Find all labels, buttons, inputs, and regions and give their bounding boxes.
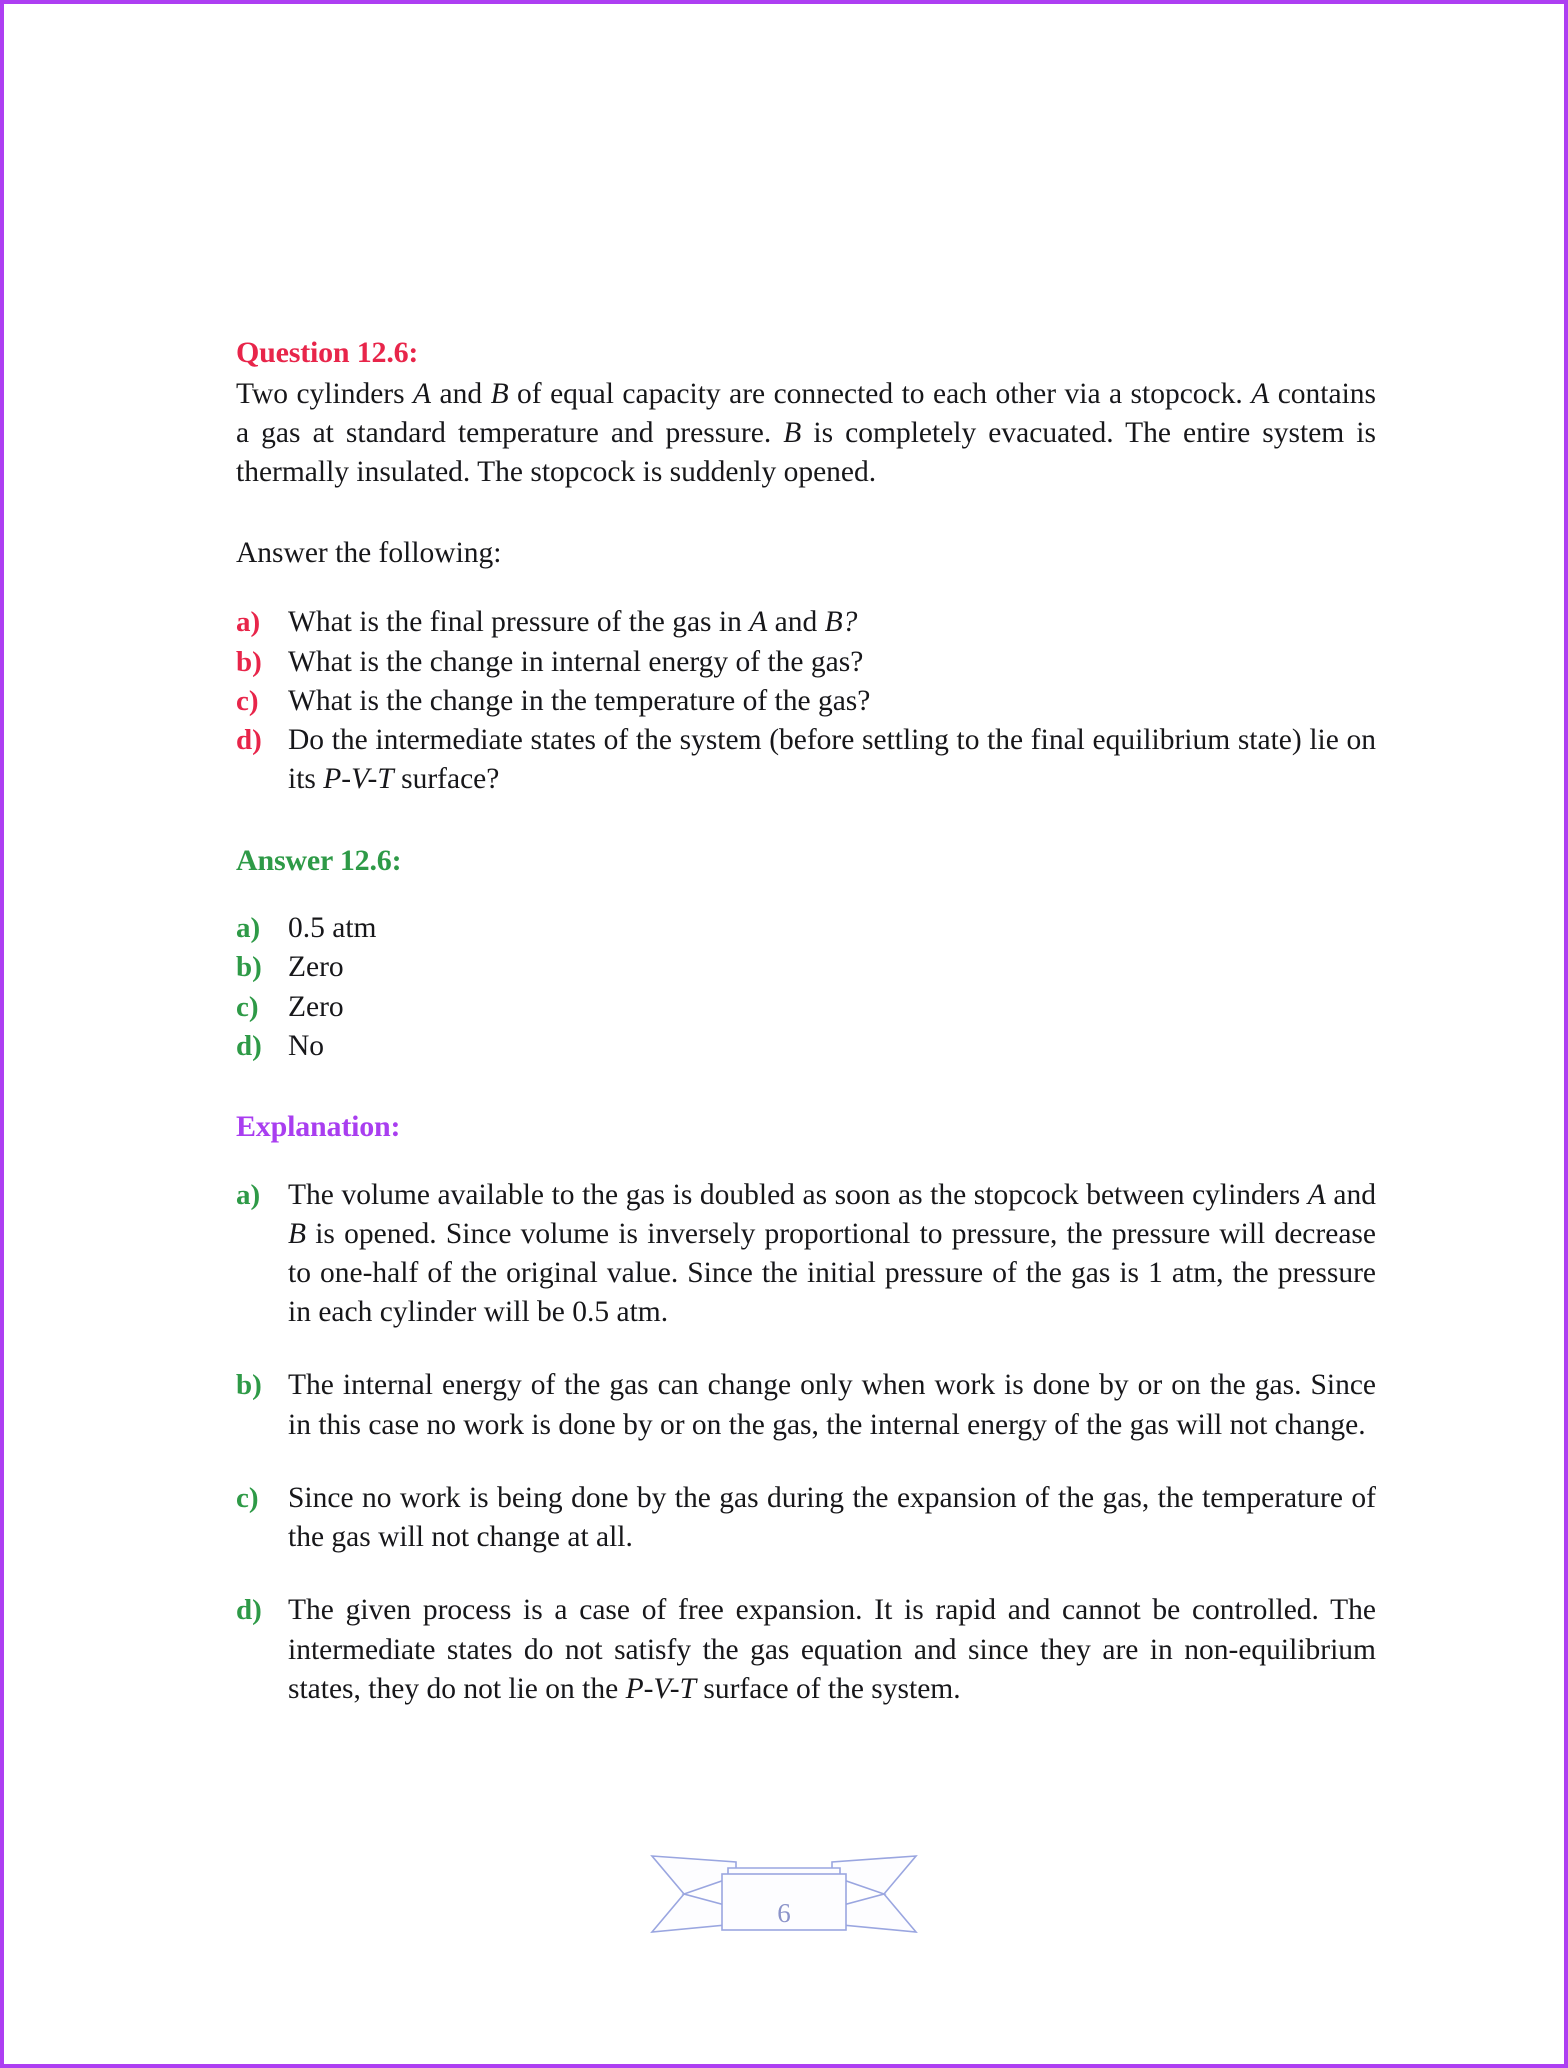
page-footer-ribbon	[4, 1842, 1564, 1952]
list-item-text: No	[288, 1029, 325, 1062]
list-marker: d)	[236, 1029, 262, 1062]
list-marker: d)	[236, 1594, 262, 1627]
text-part: surface of the system.	[696, 1672, 961, 1705]
list-item-text	[288, 1176, 1376, 1333]
list-marker: d)	[236, 724, 262, 757]
list-marker: c)	[236, 990, 259, 1023]
text-part: What is the final pressure of the gas in	[288, 606, 750, 639]
list-marker: c)	[236, 1481, 259, 1514]
text-part: and	[767, 606, 825, 639]
list-item	[236, 988, 1376, 1027]
list-item	[236, 1479, 1376, 1557]
list-item	[236, 682, 1376, 721]
list-item	[236, 1591, 1376, 1709]
explanation-heading: Explanation:	[236, 1110, 401, 1144]
variable-b: B	[288, 1217, 307, 1250]
text-part: Do the intermediate states of the system (before settling to the final equilibrium state) lie on its	[288, 724, 1376, 796]
question-body-part: Two cylinders	[236, 377, 414, 410]
question-body-part: contains a gas at standard temperature and pressure.	[236, 377, 1377, 449]
list-item-text: Zero	[288, 951, 344, 984]
list-item	[236, 1027, 1376, 1066]
text-part: The given process is a case of free expansion. It is rapid and cannot be controlled. The intermediate states do not satisfy the gas equation and since they are in non-equilibrium states, they do not lie on the	[288, 1594, 1376, 1705]
text-part: and	[1325, 1178, 1377, 1211]
spacer	[236, 492, 1376, 534]
list-item-text: Zero	[288, 990, 344, 1023]
spacer	[236, 573, 1376, 603]
list-item	[236, 643, 1376, 682]
page-content	[236, 334, 1376, 1709]
text-part: is opened. Since volume is inversely proportional to pressure, the pressure will decrease to one-half of the original value. Since the initial pressure of the gas is 1 atm, the pressure in each cylinder will be 0.5 atm.	[288, 1217, 1376, 1329]
question-body-part: is completely evacuated. The entire system is thermally insulated. The stopcock is suddenly opened.	[236, 416, 1376, 488]
list-item-text: What is the change in internal energy of the gas?	[288, 645, 864, 678]
variable-b: B	[490, 377, 509, 410]
answer-heading: Answer 12.6:	[236, 843, 402, 877]
list-item	[236, 603, 1376, 642]
list-marker: b)	[236, 645, 262, 678]
variable-b: B?	[824, 606, 858, 639]
variable-a: A	[413, 377, 432, 410]
list-item-text: Since no work is being done by the gas during the expansion of the gas, the temperature of the gas will not change at all.	[288, 1481, 1376, 1554]
spacer	[236, 1146, 1376, 1176]
list-item	[236, 948, 1376, 987]
list-item	[236, 909, 1376, 948]
list-marker: a)	[236, 912, 261, 945]
question-sub-items-list	[236, 603, 1376, 799]
question-body-part: and	[431, 377, 491, 410]
list-marker: a)	[236, 1178, 261, 1211]
list-item	[236, 1176, 1376, 1333]
list-item-text: 0.5 atm	[288, 912, 377, 945]
text-part: The volume available to the gas is doubled as soon as the stopcock between cylinders	[288, 1178, 1308, 1211]
variable-a: A	[1307, 1178, 1326, 1211]
list-marker: a)	[236, 606, 261, 639]
text-part: surface?	[393, 763, 500, 796]
list-item-text: The internal energy of the gas can change only when work is done by or on the gas. Since in this case no work is done by or on the gas, the internal energy of the gas will not change.	[288, 1369, 1376, 1441]
list-item	[236, 721, 1376, 799]
list-item-text	[288, 721, 1376, 799]
spacer	[236, 1066, 1376, 1108]
list-item-text: What is the change in the temperature of the gas?	[288, 684, 871, 717]
spacer	[236, 800, 1376, 842]
explanation-items-list	[236, 1176, 1376, 1710]
question-body-part: of equal capacity are connected to each other via a stopcock.	[508, 377, 1252, 410]
question-body	[236, 375, 1376, 493]
list-marker: b)	[236, 1369, 262, 1402]
list-item-text	[288, 603, 1376, 642]
list-marker: c)	[236, 684, 259, 717]
list-item	[236, 1366, 1376, 1444]
answer-items-list	[236, 909, 1376, 1066]
variable-pvt: P-V-T	[625, 1672, 697, 1705]
answer-the-following-prompt: Answer the following:	[236, 537, 502, 570]
variable-a: A	[1251, 377, 1270, 410]
list-item-text	[288, 1591, 1376, 1709]
spacer	[236, 879, 1376, 909]
variable-pvt: P-V-T	[323, 763, 394, 796]
question-heading: Question 12.6:	[236, 336, 419, 369]
list-marker: b)	[236, 951, 262, 984]
page-number: 6	[777, 1898, 791, 1928]
variable-a: A	[749, 606, 768, 639]
ribbon-banner-icon	[644, 1842, 924, 1952]
variable-b: B	[783, 416, 802, 449]
